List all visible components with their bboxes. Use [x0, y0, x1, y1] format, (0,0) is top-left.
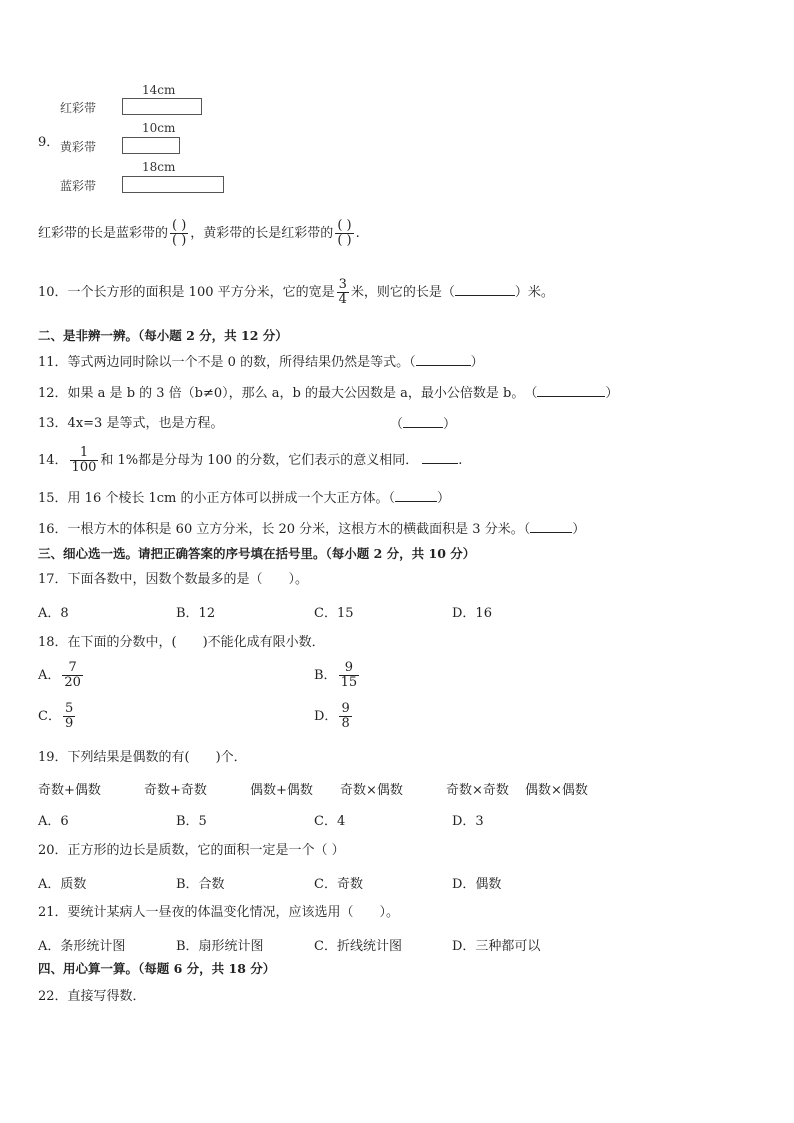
q10-fraction-den: 4: [338, 292, 347, 307]
q13-answer-blank[interactable]: [403, 415, 443, 428]
q21-option-c[interactable]: C．折线统计图: [314, 939, 402, 954]
q9-text-a: 红彩带的长是蓝彩带的: [38, 226, 169, 241]
q16-question: [38, 520, 585, 539]
q20-option-c[interactable]: C．奇数: [314, 877, 363, 892]
q18-option-d[interactable]: [314, 702, 354, 731]
q10-fraction-num: 3: [338, 277, 347, 292]
q19-option-c[interactable]: C．4: [314, 814, 346, 829]
q15-question: [38, 489, 450, 508]
q17-question: 17．下面各数中，因数个数最多的是（ ）。: [38, 572, 309, 587]
q18-option-a-den: 20: [64, 675, 81, 690]
q18-option-b-fraction: [339, 661, 360, 690]
q15-text: 15．用 16 个棱长 1cm 的小正方体可以拼成一个大正方体。（: [38, 491, 395, 506]
q18-option-a[interactable]: [38, 661, 85, 690]
q18-option-d-label: D．: [314, 709, 338, 724]
ribbon-blue-label: 蓝彩带: [60, 179, 97, 193]
q15-answer-blank[interactable]: [395, 489, 437, 502]
q21-option-d[interactable]: D．三种都可以: [452, 939, 541, 954]
q18-question: 18．在下面的分数中，( )不能化成有限小数．: [38, 635, 325, 650]
q14-question: [38, 444, 462, 478]
q18-option-a-fraction: [62, 661, 83, 690]
q20-question: 20．正方形的边长是质数，它的面积一定是一个（ ）: [38, 843, 345, 858]
ribbon-yellow-length: 10cm: [142, 121, 176, 135]
q20-option-d[interactable]: D．偶数: [452, 877, 502, 892]
q19-question: 19．下列结果是偶数的有( )个．: [38, 750, 247, 765]
q18-option-d-den: 8: [341, 716, 350, 731]
q20-option-a[interactable]: A．质数: [38, 877, 87, 892]
q15-close: ）: [437, 491, 451, 506]
q16-text: 16．一根方木的体积是 60 立方分米，长 20 分米，这根方木的横截面积是 3 分米。（: [38, 522, 531, 537]
q9-fraction-1-den: ( ): [172, 233, 187, 248]
q19-item-6: 偶数×偶数: [525, 783, 588, 798]
q21-option-b[interactable]: B．扇形统计图: [176, 939, 264, 954]
ribbon-blue-bar: [122, 176, 224, 193]
q12-question: [38, 384, 618, 403]
q10-answer-blank[interactable]: [455, 283, 515, 296]
q13-open: （: [390, 417, 404, 432]
q11-question: [38, 353, 484, 372]
q10-text-b: 米，则它的长是（: [350, 285, 455, 300]
q17-option-b[interactable]: B．12: [176, 606, 216, 621]
section4-heading: 四、用心算一算。（每题 6 分，共 18 分）: [38, 961, 276, 976]
q16-close: ）: [572, 522, 586, 537]
q19-item-1: 奇数+偶数: [38, 783, 101, 798]
q11-close: ）: [470, 355, 484, 370]
q18-option-d-fraction: [339, 702, 351, 731]
ribbon-yellow-label: 黄彩带: [60, 140, 97, 154]
q9-fraction-2-den: ( ): [337, 233, 352, 248]
q18-option-c-den: 9: [64, 716, 74, 731]
q18-option-c-num: 5: [64, 701, 74, 716]
q9-question: [38, 218, 360, 250]
q11-answer-blank[interactable]: [416, 353, 471, 366]
q17-option-c[interactable]: C．15: [314, 606, 354, 621]
q17-option-a[interactable]: A．8: [38, 606, 69, 621]
q12-close: ）: [605, 386, 619, 401]
q10-question: [38, 277, 554, 309]
q14-fraction-num: 1: [70, 446, 99, 461]
ribbon-red-length: 14cm: [142, 83, 176, 97]
ribbon-red-bar: [122, 98, 202, 115]
q19-option-b[interactable]: B．5: [176, 814, 207, 829]
q22-question: 22．直接写得数．: [38, 989, 146, 1004]
q19-item-3: 偶数+偶数: [250, 783, 313, 798]
q18-option-b-label: B．: [314, 668, 337, 683]
section2-heading: 二、是非辨一辨。（每小题 2 分，共 12 分）: [38, 328, 288, 343]
q17-option-d[interactable]: D．16: [452, 606, 492, 621]
q13-answer-slot: [390, 415, 456, 434]
q20-option-b[interactable]: B．合数: [176, 877, 225, 892]
q19-item-5: 奇数×奇数: [446, 783, 509, 798]
q18-option-b[interactable]: [314, 661, 361, 690]
q18-option-c-label: C．: [38, 709, 61, 724]
q9-text-b: ，黄彩带的长是红彩带的: [190, 226, 334, 241]
q9-fraction-2: [335, 219, 353, 248]
q18-option-c-fraction: [63, 702, 75, 731]
q18-option-b-den: 15: [340, 675, 358, 690]
q9-fraction-1: [170, 219, 188, 248]
q19-option-a[interactable]: A．6: [38, 814, 69, 829]
q12-text: 12．如果 a 是 b 的 3 倍（b≠0），那么 a，b 的最大公因数是 a，最小公倍数是 b。 （: [38, 386, 538, 401]
q18-option-c[interactable]: [38, 702, 77, 731]
q9-text-c: .: [355, 226, 360, 241]
ribbon-blue-length: 18cm: [142, 160, 176, 174]
q21-question: 21．要统计某病人一昼夜的体温变化情况，应该选用（ ）。: [38, 905, 400, 920]
q14-text: 和 1%都是分母为 100 的分数，它们表示的意义相同．: [100, 453, 419, 468]
q18-option-a-num: 7: [62, 661, 83, 676]
ribbon-red-label: 红彩带: [60, 101, 97, 115]
q16-answer-blank[interactable]: [530, 520, 572, 533]
q14-answer-blank[interactable]: [422, 451, 458, 464]
q10-text-a: 10．一个长方形的面积是 100 平方分米，它的宽是: [38, 285, 335, 300]
q19-item-2: 奇数+奇数: [144, 783, 207, 798]
q14-fraction: [70, 446, 99, 475]
ribbon-yellow-bar: [122, 137, 180, 154]
q19-option-d[interactable]: D．3: [452, 814, 484, 829]
q18-option-b-num: 9: [339, 661, 360, 676]
q10-fraction: [337, 278, 349, 307]
q14-end: .: [458, 453, 463, 468]
q9-number: 9．: [38, 135, 60, 150]
q18-option-a-label: A．: [38, 668, 61, 683]
q14-fraction-den: 100: [71, 460, 97, 475]
q13-question: [38, 415, 458, 433]
q14-prefix: 14．: [38, 453, 68, 468]
q13-text: 13．4x=3 是等式，也是方程。: [38, 416, 224, 431]
q19-item-4: 奇数×偶数: [340, 783, 403, 798]
section3-heading: 三、细心选一选。请把正确答案的序号填在括号里。（每小题 2 分，共 10 分）: [38, 546, 476, 561]
q10-text-c: ）米。: [514, 285, 554, 300]
q12-answer-blank[interactable]: [537, 384, 605, 397]
q13-close: ）: [443, 417, 457, 432]
q9-fraction-1-num: ( ): [172, 218, 187, 233]
q21-option-a[interactable]: A．条形统计图: [38, 939, 126, 954]
q11-text: 11．等式两边同时除以一个不是 0 的数，所得结果仍然是等式。（: [38, 355, 416, 370]
q9-fraction-2-num: ( ): [337, 218, 352, 233]
q18-option-d-num: 9: [341, 701, 350, 716]
